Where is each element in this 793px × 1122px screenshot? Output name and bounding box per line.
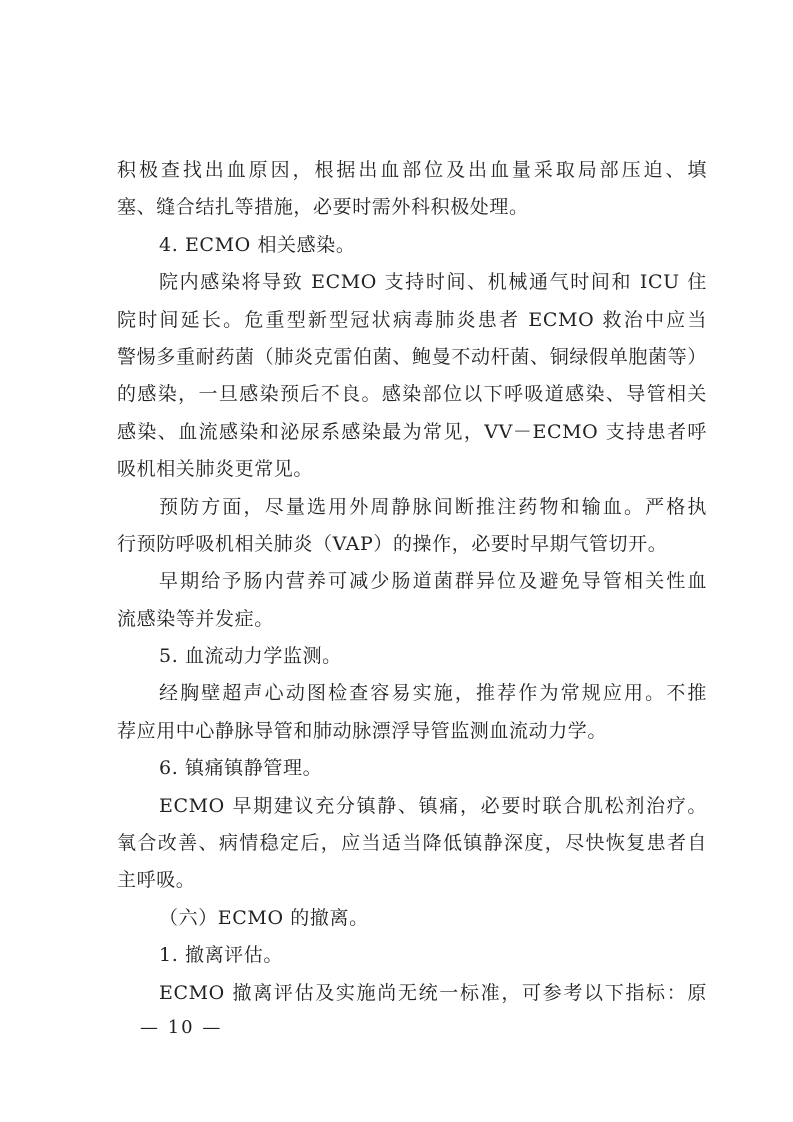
paragraph-line: ECMO 早期建议充分镇静、镇痛，必要时联合肌松剂治疗。 [159, 794, 707, 817]
paragraph-line: 氧合改善、病情稳定后，应当适当降低镇静深度，尽快恢复患者自 [117, 832, 707, 855]
paragraph-line: 主呼吸。 [117, 869, 196, 892]
section-heading: 6. 镇痛镇静管理。 [159, 757, 323, 780]
paragraph-line: 经胸壁超声心动图检查容易实施，推荐作为常规应用。不推 [159, 682, 707, 705]
paragraph-line: 行预防呼吸机相关肺炎（VAP）的操作，必要时早期气管切开。 [117, 532, 668, 555]
paragraph-line: 警惕多重耐药菌（肺炎克雷伯菌、鲍曼不动杆菌、铜绿假单胞菌等） [117, 345, 707, 368]
section-heading: 4. ECMO 相关感染。 [159, 233, 356, 256]
paragraph-line: 院时间延长。危重型新型冠状病毒肺炎患者 ECMO 救治中应当 [117, 308, 707, 331]
paragraph-line: 荐应用中心静脉导管和肺动脉漂浮导管监测血流动力学。 [117, 719, 608, 742]
paragraph-line: 塞、缝合结扎等措施，必要时需外科积极处理。 [117, 196, 529, 219]
paragraph-line: 的感染，一旦感染预后不良。感染部位以下呼吸道感染、导管相关 [117, 383, 707, 406]
section-heading: 1. 撤离评估。 [159, 944, 283, 967]
paragraph-line: 院内感染将导致 ECMO 支持时间、机械通气时间和 ICU 住 [159, 271, 707, 294]
paragraph-line: 预防方面，尽量选用外周静脉间断推注药物和输血。严格执 [159, 495, 707, 518]
body-text [117, 152, 707, 1012]
paragraph-line: 感染、血流感染和泌尿系感染最为常见，VV－ECMO 支持患者呼 [117, 420, 707, 443]
paragraph-line: 早期给予肠内营养可减少肠道菌群异位及避免导管相关性血 [159, 570, 707, 593]
section-heading: （六）ECMO 的撤离。 [159, 906, 369, 929]
section-heading: 5. 血流动力学监测。 [159, 645, 342, 668]
paragraph-line: 积极查找出血原因，根据出血部位及出血量采取局部压迫、填 [117, 159, 707, 181]
paragraph-line: 吸机相关肺炎更常见。 [117, 458, 314, 481]
paragraph-line: ECMO 撤离评估及实施尚无统一标准，可参考以下指标：原 [159, 981, 707, 1004]
page-number: — 10 — [140, 1017, 223, 1038]
paragraph-line: 流感染等并发症。 [117, 607, 274, 630]
